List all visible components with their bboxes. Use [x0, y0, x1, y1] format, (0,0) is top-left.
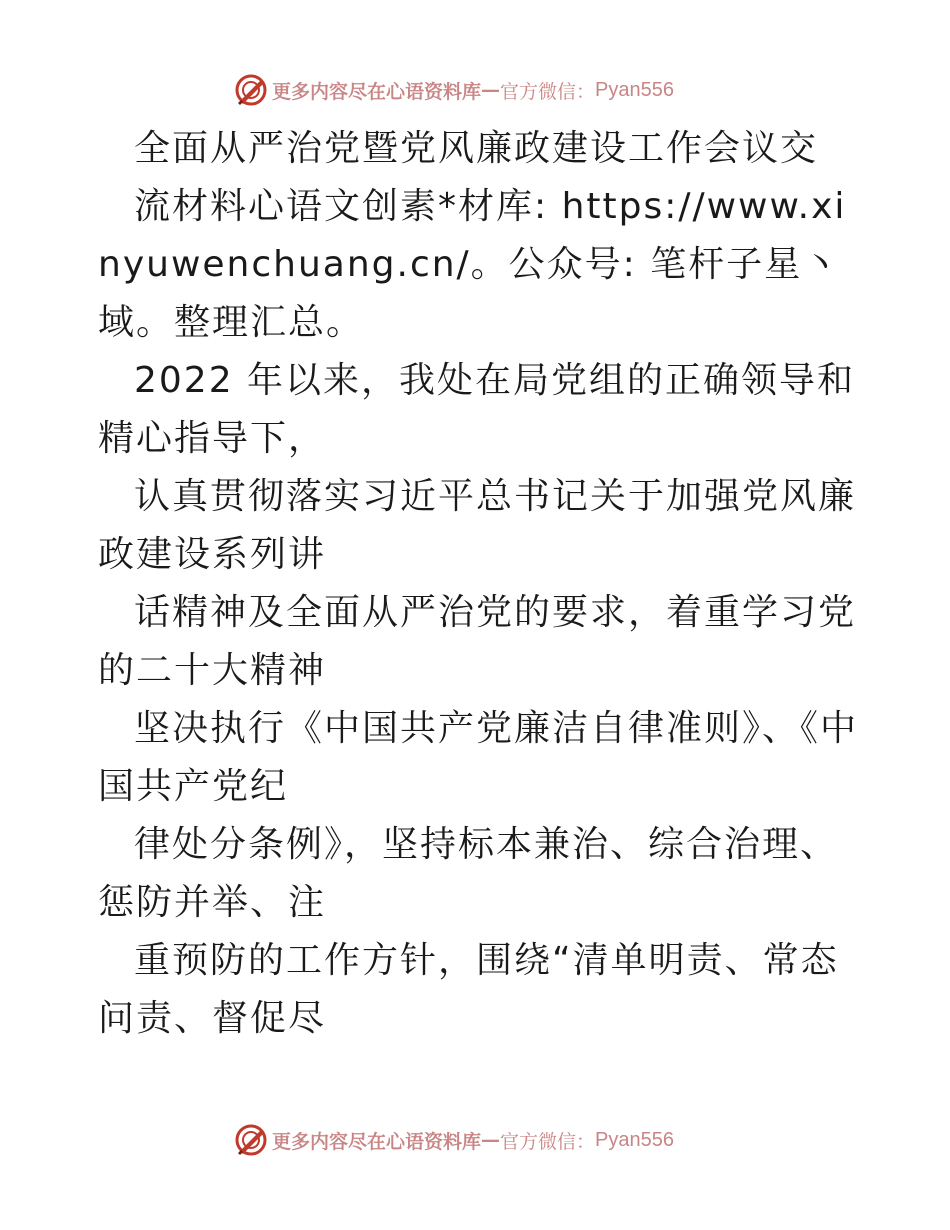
- paragraph: 全面从严治党暨党风廉政建设工作会议交: [134, 128, 819, 169]
- wechat-id: Pyan556: [595, 1128, 674, 1151]
- banner-dash: —: [481, 79, 501, 101]
- wechat-id: Pyan556: [595, 78, 674, 101]
- paragraph: 律处分条例》，坚持标本兼治、综合治理、惩防并举、注: [98, 824, 839, 923]
- banner-slogan: 更多内容尽在心语资料库: [272, 80, 482, 103]
- paragraph: 坚决执行《中国共产党廉洁自律准则》、《中国共产党纪: [98, 708, 859, 807]
- paragraph: 2022 年以来，我处在局党组的正确领导和精心指导下，: [98, 360, 856, 459]
- footer-banner: [234, 1122, 674, 1158]
- paragraph: 认真贯彻落实习近平总书记关于加强党风廉政建设系列讲: [98, 476, 857, 575]
- document-body: [98, 120, 858, 1048]
- header-banner: [234, 72, 674, 108]
- paragraph: 话精神及全面从严治党的要求，着重学习党的二十大精神: [98, 592, 857, 691]
- brand-logo-icon: [234, 1123, 268, 1157]
- wechat-label: 官方微信：: [500, 1130, 596, 1153]
- wechat-label: 官方微信：: [500, 80, 596, 103]
- brand-logo-icon: [234, 73, 268, 107]
- banner-dash: —: [481, 1129, 501, 1151]
- paragraph: 重预防的工作方针，围绕“清单明责、常态问责、督促尽: [98, 940, 839, 1039]
- paragraph: 流材料心语文创素*材库: https://www.xinyuwenchuang.cn/。公众号: 笔杆子星丶域。整理汇总。: [98, 186, 847, 343]
- banner-slogan: 更多内容尽在心语资料库: [272, 1130, 482, 1153]
